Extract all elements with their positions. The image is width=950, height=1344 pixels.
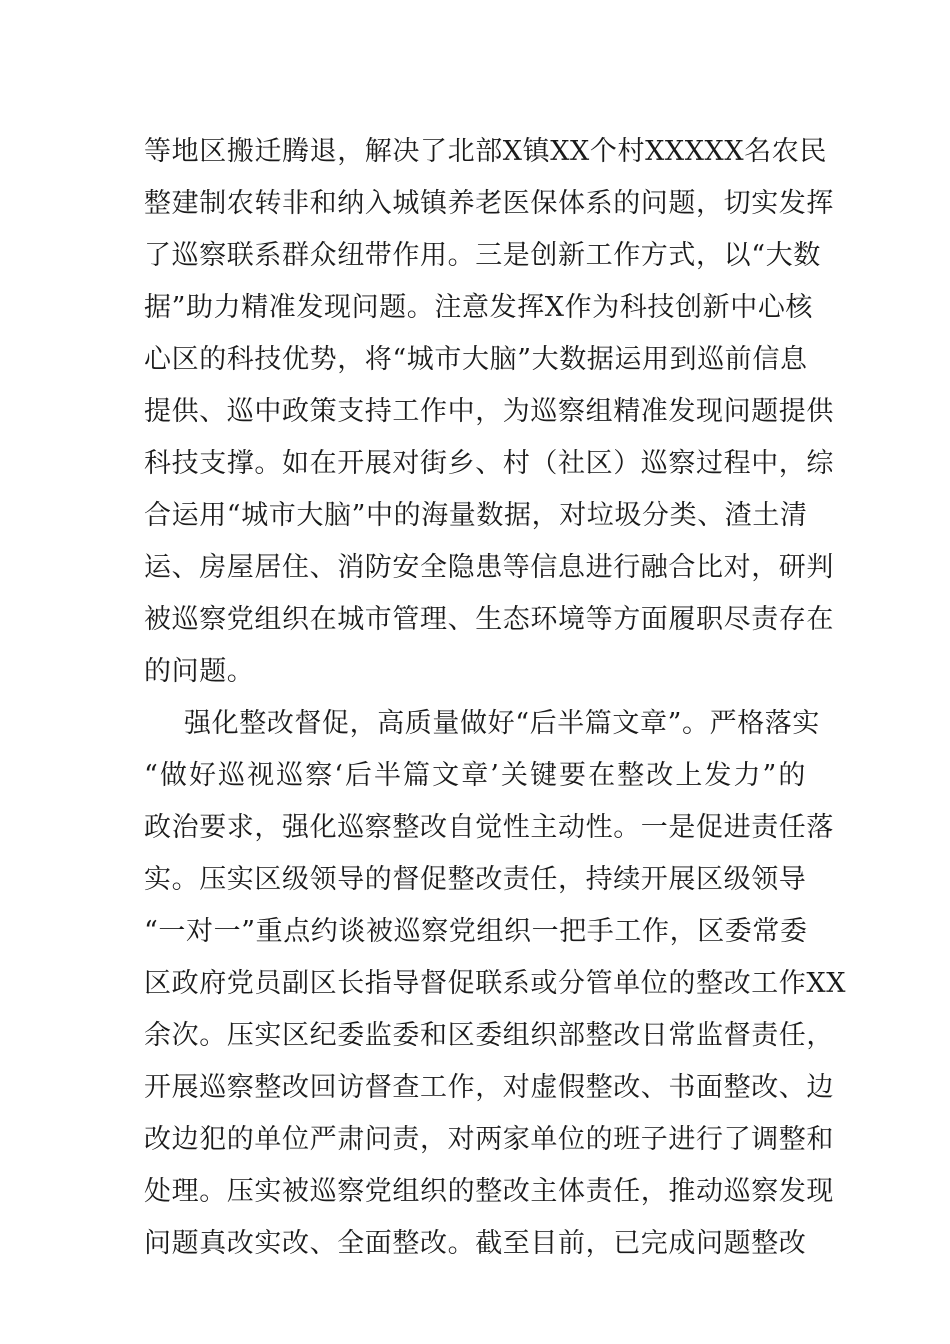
text-line: 整建制农转非和纳入城镇养老医保体系的问题，切实发挥 [144, 188, 834, 219]
text-line: 据”助力精准发现问题。注意发挥X作为科技创新中心核 [144, 292, 814, 323]
text-line: “做好巡视巡察‘后半篇文章’关键要在整改上发力”的 [144, 760, 806, 791]
paragraph-end-line: 的问题。 [144, 656, 255, 687]
text-line: 运、房屋居住、消防安全隐患等信息进行融合比对，研判 [144, 552, 834, 583]
text-line: 问题真改实改、全面整改。截至目前，已完成问题整改 [144, 1228, 807, 1259]
text-line: 实。压实区级领导的督促整改责任，持续开展区级领导 [144, 864, 807, 895]
text-line: 心区的科技优势，将“城市大脑”大数据运用到巡前信息 [144, 344, 808, 375]
text-line: 了巡察联系群众纽带作用。三是创新工作方式，以“大数 [144, 240, 821, 271]
text-line: 合运用“城市大脑”中的海量数据，对垃圾分类、渣土清 [144, 500, 808, 531]
text-line: “一对一”重点约谈被巡察党组织一把手工作，区委常委 [144, 916, 808, 947]
text-line: 余次。压实区纪委监委和区委组织部整改日常监督责任， [144, 1020, 834, 1051]
paragraph-start-line: 强化整改督促，高质量做好“后半篇文章”。严格落实 [184, 708, 821, 739]
text-line: 科技支撑。如在开展对街乡、村（社区）巡察过程中，综 [144, 448, 834, 479]
text-line: 处理。压实被巡察党组织的整改主体责任，推动巡察发现 [144, 1176, 834, 1207]
text-line: 政治要求，强化巡察整改自觉性主动性。一是促进责任落 [144, 812, 834, 843]
text-line: 提供、巡中政策支持工作中，为巡察组精准发现问题提供 [144, 396, 834, 427]
text-line: 区政府党员副区长指导督促联系或分管单位的整改工作XX [144, 968, 847, 999]
text-line: 被巡察党组织在城市管理、生态环境等方面履职尽责存在 [144, 604, 834, 635]
text-line: 开展巡察整改回访督查工作，对虚假整改、书面整改、边 [144, 1072, 834, 1103]
document-body [144, 126, 847, 1270]
text-line: 改边犯的单位严肃问责，对两家单位的班子进行了调整和 [144, 1124, 834, 1155]
text-line: 等地区搬迁腾退，解决了北部X镇XX个村XXXXX名农民 [144, 136, 827, 167]
